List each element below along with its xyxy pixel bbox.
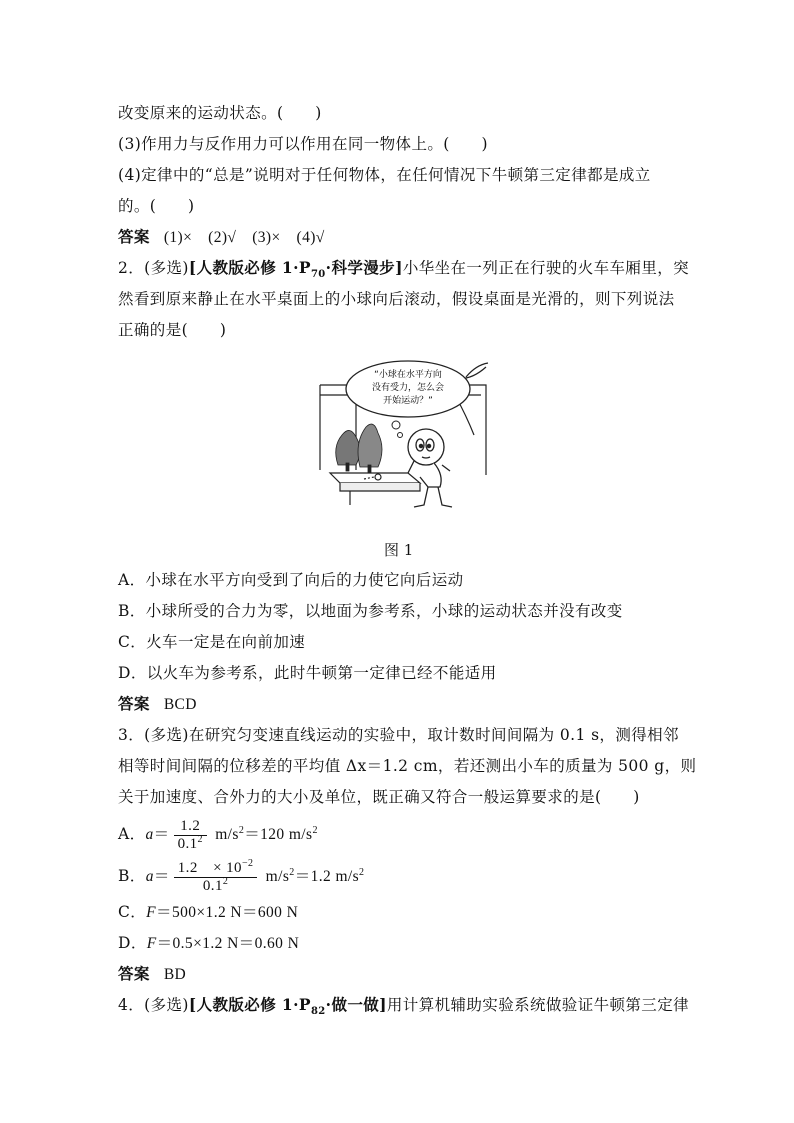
answer-value: (1)× (2)√ (3)× (4)√ (163, 229, 325, 246)
question-3-line-2: 相等时间间隔的位移差的平均值 Δx＝1.2 cm，若还测出小车的质量为 500 g，则 (118, 757, 697, 775)
option-c: C．火车一定是在向前加速 (118, 633, 306, 651)
text-line: (4)定律中的“总是”说明对于任何物体，在任何情况下牛顿第三定律都是成立 (118, 166, 651, 184)
text-line: 改变原来的运动状态。( ) (118, 104, 322, 122)
answer-line (118, 694, 197, 715)
question-number: 3． (118, 726, 145, 744)
thought-bubble (346, 361, 470, 438)
boy-character (408, 429, 452, 507)
figure-caption: 图 1 (384, 541, 414, 559)
option-a: A．a＝ $\frac{1.2}{0.1^2}$ $m/s^2=120$ $m/s^2$ (118, 817, 318, 852)
option-d: D．以火车为参考系，此时牛顿第一定律已经不能适用 (118, 664, 497, 682)
question-number: 2． (118, 259, 145, 277)
table (330, 473, 420, 505)
textbook-reference: [人教版必修 $1\cdot P_{70}\cdot$科学漫步] (188, 258, 403, 281)
question-3-line-3: 关于加速度、合外力的大小及单位，既正确又符合一般运算要求的是( ) (118, 788, 640, 806)
answer-label: 答案 (118, 694, 150, 713)
answer-value: BD (163, 966, 187, 983)
question-3-line-1: 3．(多选)在研究匀变速直线运动的实验中，取计数时间间隔为 0.1 s，测得相邻 (118, 726, 679, 744)
option-d: D．F＝0.5×1.2 N＝0.60 N (118, 934, 300, 952)
bubble-text-1: “小球在水平方向 (374, 370, 442, 380)
question-4-line-1: 4．(多选)[人教版必修 $1\cdot P_{82}\cdot$做一做]用计算机辅助实验系统做验证牛顿第三定律 (118, 995, 690, 1018)
question-2-line-3: 正确的是( ) (118, 321, 227, 339)
trees (336, 424, 382, 473)
cartoon-figure (316, 355, 490, 527)
option-c: C．F＝500×1.2 N＝600 N (118, 903, 299, 921)
answer-line (118, 227, 325, 248)
ball (375, 474, 381, 480)
question-number: 4． (118, 996, 145, 1014)
option-b: B．a＝ $\frac{1.2 \times 10^{-2}}{0.1^2}$ $m/s^2=1.2$ $m/s^2$ (118, 857, 365, 894)
question-2-line-1: 2．(多选)[人教版必修 $1\cdot P_{70}\cdot$科学漫步]小华坐在一列正在行驶的火车车厢里，突 (118, 258, 690, 281)
bubble-text-3: 开始运动？” (383, 396, 433, 406)
textbook-reference: [人教版必修 $1\cdot P_{82}\cdot$做一做] (188, 995, 387, 1018)
option-b: B．小球所受的合力为零，以地面为参考系，小球的运动状态并没有改变 (118, 602, 623, 620)
answer-line (118, 964, 186, 985)
text-line: 的。( ) (118, 197, 195, 215)
answer-value: BCD (163, 696, 197, 713)
answer-label: 答案 (118, 964, 150, 983)
question-tag: (多选) (144, 996, 189, 1014)
text-line: (3)作用力与反作用力可以作用在同一物体上。( ) (118, 135, 488, 153)
question-tag: (多选) (144, 259, 189, 277)
option-a: A．小球在水平方向受到了向后的力使它向后运动 (118, 571, 464, 589)
question-2-line-2: 然看到原来静止在水平桌面上的小球向后滚动，假设桌面是光滑的，则下列说法 (118, 290, 675, 308)
bubble-text-2: 没有受力，怎么会 (371, 383, 445, 393)
answer-label: 答案 (118, 227, 150, 246)
